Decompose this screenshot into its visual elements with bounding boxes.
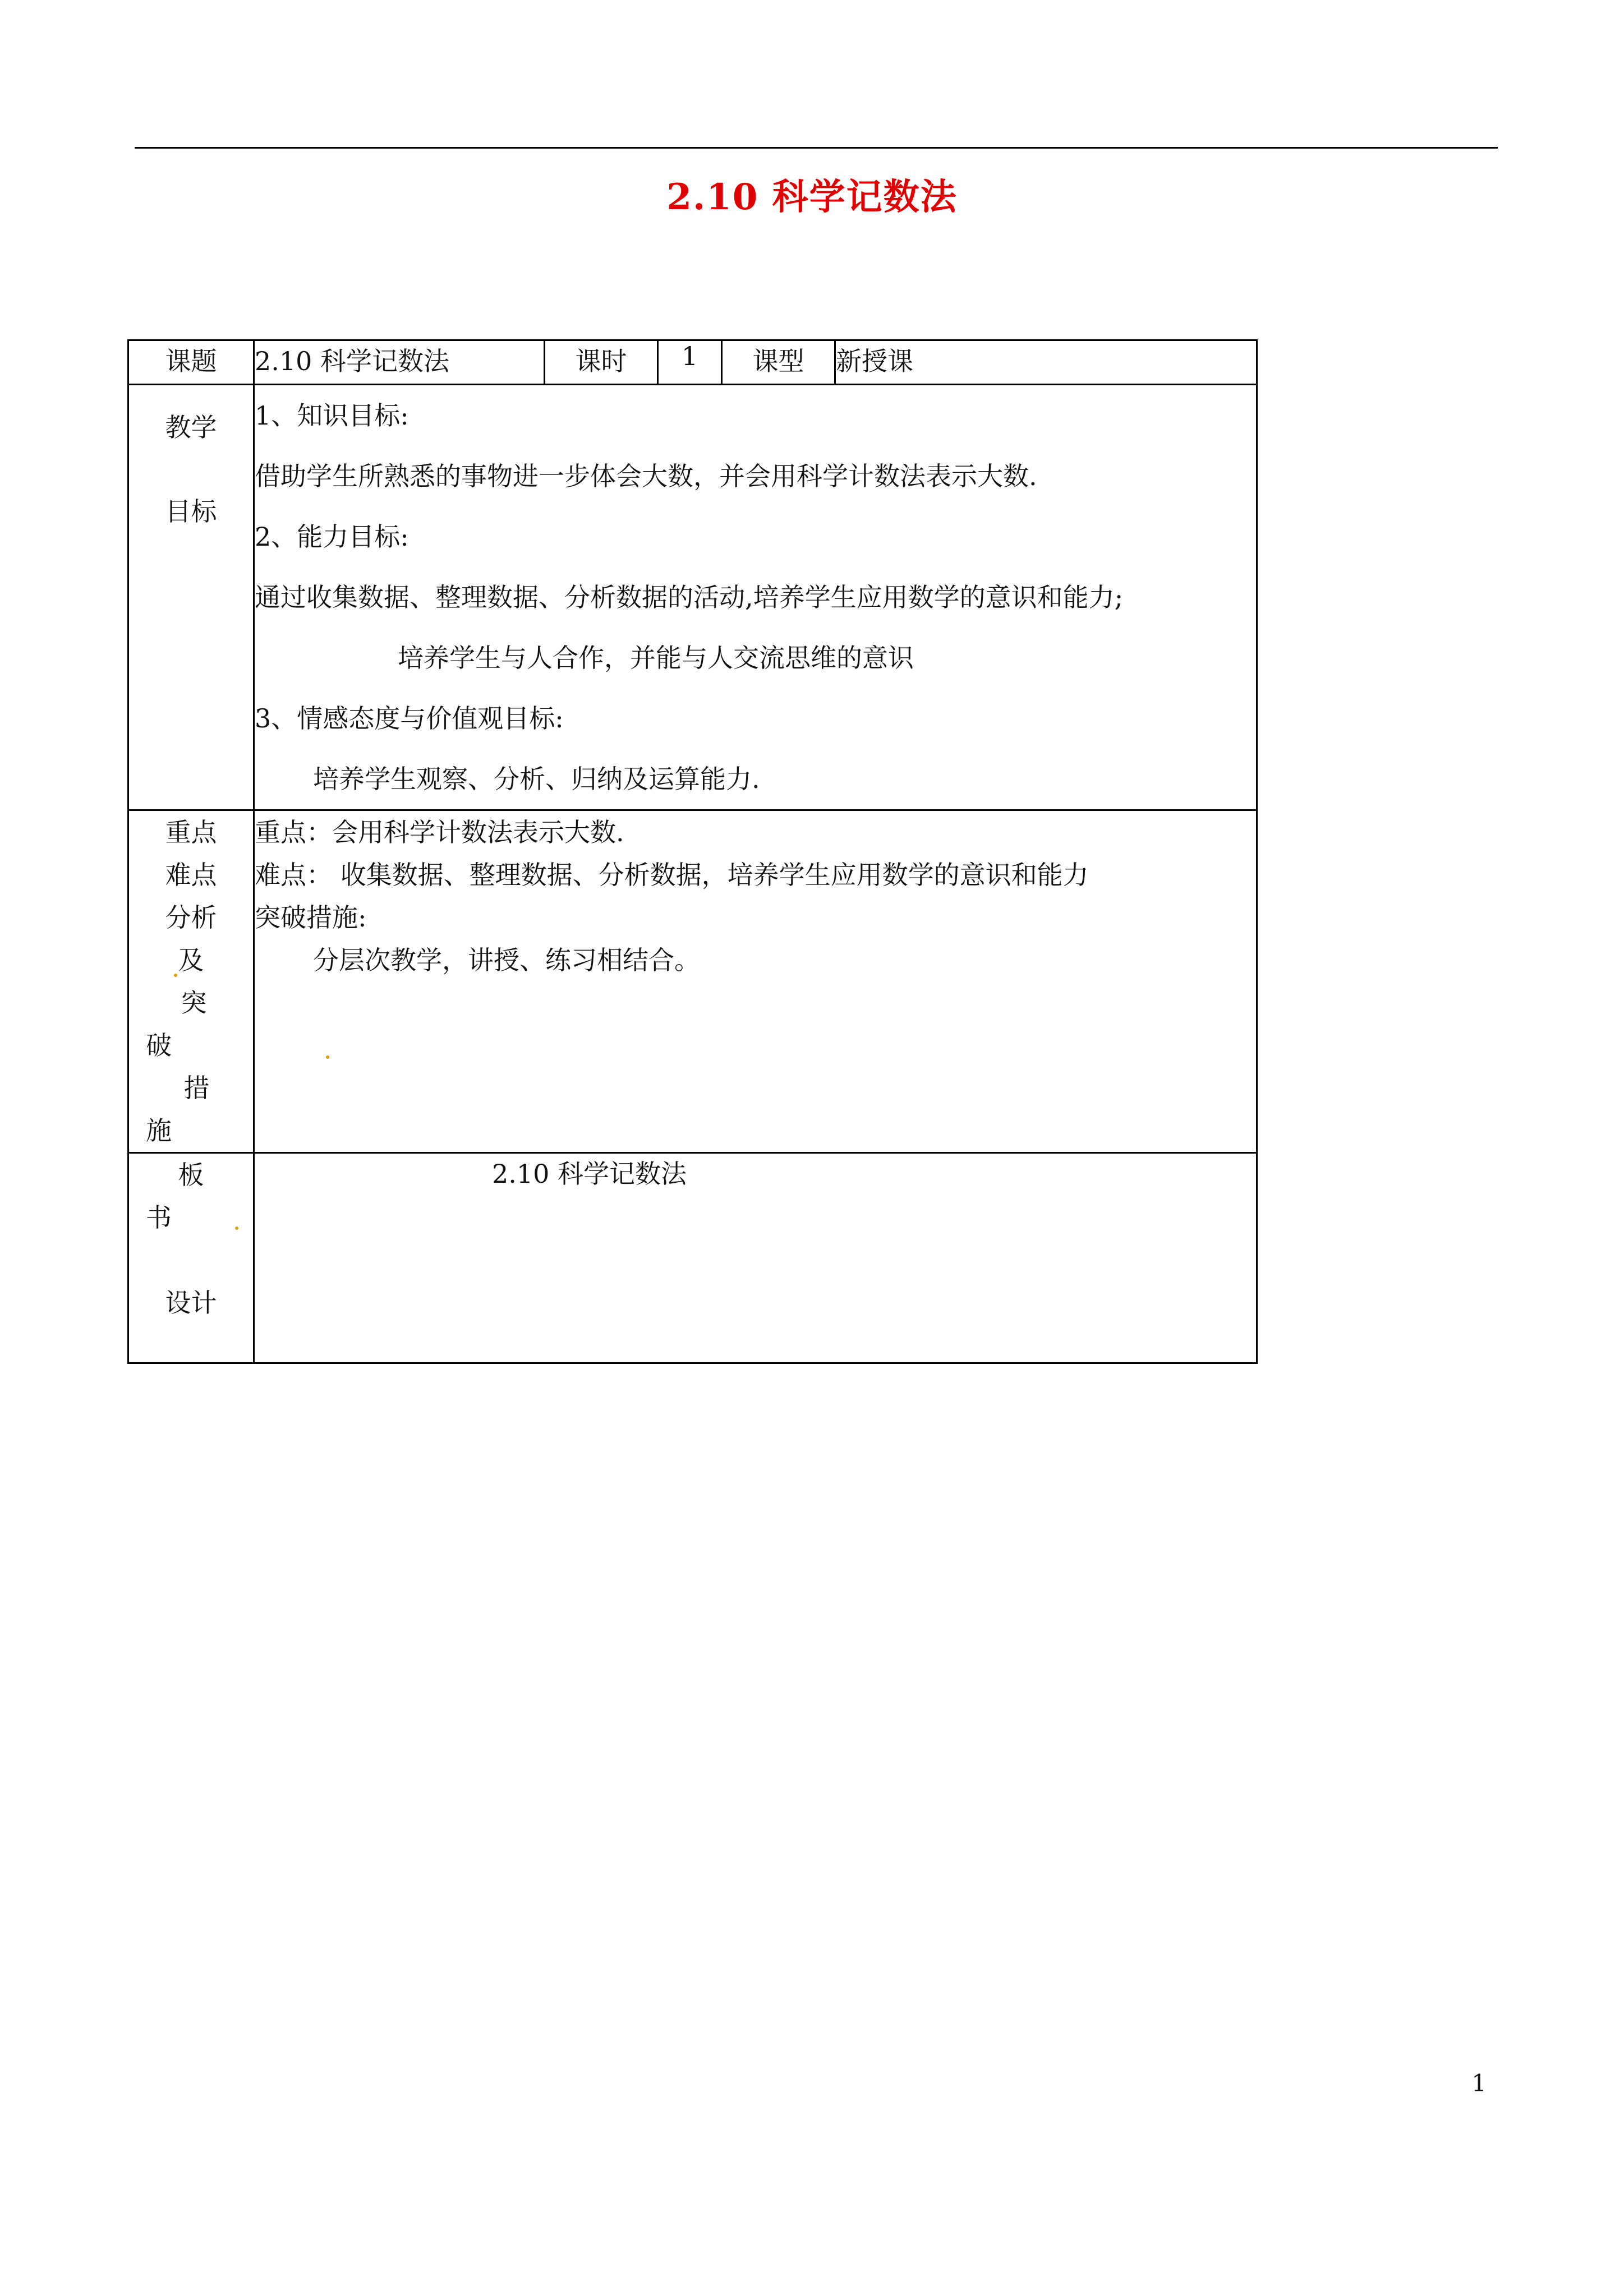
- header-rule: [135, 147, 1498, 149]
- key-points-label-line: 及: [178, 945, 204, 975]
- objective-line: 通过收集数据、整理数据、分析数据的活动,培养学生应用数学的意识和能力;: [255, 582, 1124, 612]
- key-points-label-line: 破: [146, 1030, 172, 1061]
- document-title: 2.10 科学记数法: [666, 176, 958, 218]
- objectives-label-line: 目标: [165, 496, 217, 527]
- type-value: 新授课: [835, 340, 1257, 385]
- hours-value: 1: [658, 340, 722, 385]
- hours-label: 课时: [545, 340, 658, 385]
- board-design-label: [128, 1153, 254, 1363]
- objective-line: 培养学生与人合作，并能与人交流思维的意识: [398, 643, 914, 673]
- key-points-content: [254, 810, 1257, 1153]
- objectives-content: [254, 385, 1257, 810]
- topic-label: 课题: [128, 340, 254, 385]
- objectives-label-line: 教学: [165, 412, 217, 442]
- objective-line: 2、能力目标:: [255, 522, 409, 552]
- board-design-text: 2.10 科学记数法: [492, 1159, 687, 1189]
- key-point-line: 难点： 收集数据、整理数据、分析数据，培养学生应用数学的意识和能力: [255, 860, 1089, 890]
- key-point-line: 突破措施:: [255, 902, 367, 933]
- objective-line: 3、情感态度与价值观目标:: [255, 703, 564, 734]
- key-points-label-line: 施: [146, 1115, 172, 1146]
- lesson-plan-table: [127, 339, 1258, 1364]
- key-points-label-line: 突: [181, 988, 207, 1018]
- key-point-line: 分层次教学，讲授、练习相结合。: [313, 945, 700, 975]
- objective-line: 借助学生所熟悉的事物进一步体会大数，并会用科学计数法表示大数.: [255, 461, 1037, 491]
- board-design-label-line: 书: [146, 1202, 172, 1233]
- speck-mark: [174, 974, 177, 977]
- board-design-row: [128, 1153, 1257, 1363]
- key-points-label: [128, 810, 254, 1153]
- topic-value: 2.10 科学记数法: [254, 340, 545, 385]
- key-point-line: 重点：会用科学计数法表示大数.: [255, 817, 624, 847]
- key-points-row: [128, 810, 1257, 1153]
- objectives-row: [128, 385, 1257, 810]
- board-design-label-line: 板: [178, 1160, 204, 1190]
- board-design-content: [254, 1153, 1257, 1363]
- objective-line: 1、知识目标:: [255, 400, 409, 431]
- board-design-label-line: 设计: [165, 1288, 217, 1318]
- page-number: 1: [1471, 2069, 1487, 2097]
- objectives-label: [128, 385, 254, 810]
- type-label: 课型: [722, 340, 835, 385]
- key-points-label-line: 分析: [165, 902, 217, 933]
- speck-mark: [235, 1227, 238, 1230]
- header-row: [128, 340, 1257, 385]
- key-points-label-line: 难点: [165, 860, 217, 890]
- key-points-label-line: 重点: [165, 817, 217, 847]
- speck-mark: [326, 1055, 329, 1059]
- objective-line: 培养学生观察、分析、归纳及运算能力.: [313, 764, 760, 794]
- key-points-label-line: 措: [183, 1073, 210, 1103]
